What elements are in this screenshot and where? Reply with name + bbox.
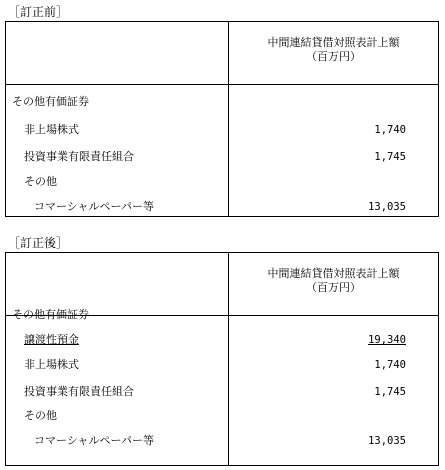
column-header-line1: 中間連結貸借対照表計上額: [267, 267, 400, 280]
row-label: 投資事業有限責任組合: [24, 150, 134, 163]
column-header: [229, 36, 438, 64]
table-row: [6, 408, 438, 424]
row-label: コマーシャルペーパー等: [34, 434, 155, 447]
row-value: 13,035: [368, 201, 406, 213]
table-row: [6, 199, 438, 215]
table-header: [6, 22, 438, 85]
row-label: その他有価証券: [12, 308, 89, 321]
section-label-after: ［訂正後］: [8, 236, 69, 250]
row-label: コマーシャルペーパー等: [34, 200, 155, 213]
row-label: その他: [24, 175, 57, 188]
row-value: 1,740: [374, 359, 406, 371]
table-row: [6, 94, 438, 110]
table-before: [5, 21, 439, 217]
row-label: その他有価証券: [12, 95, 89, 108]
row-label: その他: [24, 409, 57, 422]
table-row: [6, 122, 438, 138]
column-header-line2: （百万円）: [306, 50, 361, 63]
table-after: [5, 252, 439, 466]
row-label: 投資事業有限責任組合: [24, 385, 134, 398]
row-label: 譲渡性預金: [24, 333, 79, 346]
table-row: [6, 307, 438, 323]
table-row: [6, 332, 438, 348]
table-row: [6, 174, 438, 190]
column-header: [229, 267, 438, 295]
row-label: 非上場株式: [24, 123, 79, 136]
row-label: 非上場株式: [24, 358, 79, 371]
section-label-before: ［訂正前］: [8, 5, 69, 19]
row-value: 1,745: [374, 386, 406, 398]
row-value: 1,745: [374, 151, 406, 163]
table-row: [6, 384, 438, 400]
table-row: [6, 433, 438, 449]
row-value: 19,340: [368, 334, 406, 346]
row-value: 13,035: [368, 435, 406, 447]
row-value: 1,740: [374, 124, 406, 136]
column-header-line1: 中間連結貸借対照表計上額: [267, 36, 400, 49]
table-row: [6, 357, 438, 373]
column-header-line2: （百万円）: [306, 281, 361, 294]
table-row: [6, 149, 438, 165]
